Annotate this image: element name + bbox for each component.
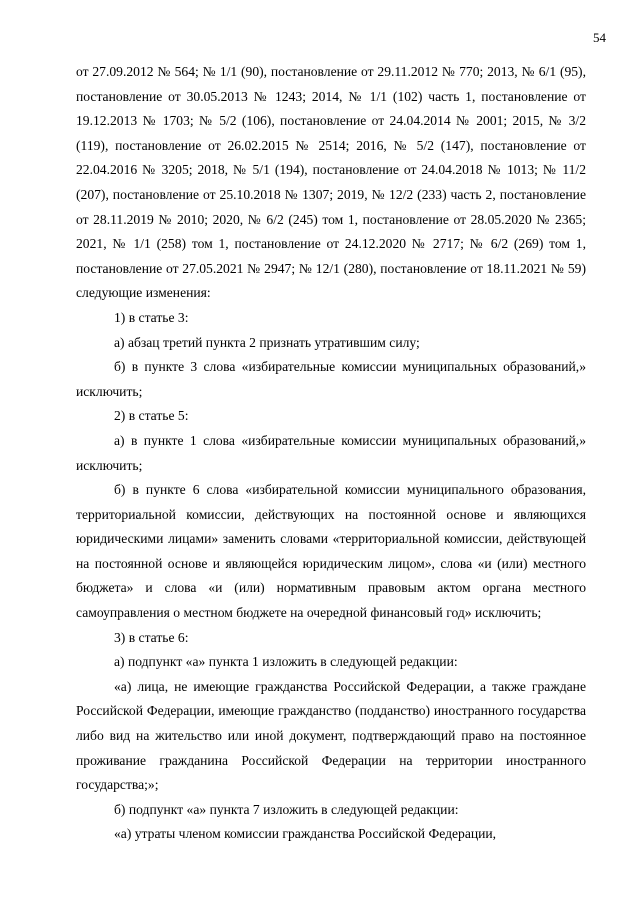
paragraph: 1) в статье 3: — [114, 309, 189, 325]
paragraph: «а) лица, не имеющие гражданства Российской Федерации, а также граждане Российской Федерации, имеющие гражданство (подданство) иностранного государства либо вид на жительство или иной документ, подтверждающий право на постоянное проживание гражданина Российской Федерации на территории иностранного государства;»; — [76, 678, 586, 793]
paragraph: а) абзац третий пункта 2 признать утратившим силу; — [114, 334, 420, 350]
paragraph: 2) в статье 5: — [114, 408, 189, 424]
paragraph: а) в пункте 1 слова «избирательные комиссии муниципальных образований,» исключить; — [76, 432, 586, 473]
paragraph: б) в пункте 6 слова «избирательной комиссии муниципального образования, территориальной комиссии, действующих на постоянной основе и являющихся юридическими лицами» заменить словами «территориальной комиссии, действующей на постоянной основе и являющейся юридическим лицом», слова «и (или) местного бюджета» и слова «и (или) нормативным правовым актом органа местного самоуправления о местном бюджете на очередной финансовый год» исключить; — [76, 482, 586, 621]
document-body — [76, 60, 586, 847]
page-number: 54 — [593, 30, 606, 45]
paragraph: 3) в статье 6: — [114, 629, 189, 645]
paragraph: от 27.09.2012 № 564; № 1/1 (90), постановление от 29.11.2012 № 770; 2013, № 6/1 (95), постановление от 30.05.2013 № 1243; 2014, № 1/1 (102) часть 1, постановление от 19.12.2013 № 1703; № 5/2 (106), постановление от 24.04.2014 № 2001; 2015, № 3/2 (119), постановление от 26.02.2015 № 2514; 2016, № 5/2 (147), постановление от 22.04.2016 № 3205; 2018, № 5/1 (194), постановление от 24.04.2018 № 1013; № 11/2 (207), постановление от 25.10.2018 № 1307; 2019, № 12/2 (233) часть 2, постановление от 28.11.2019 № 2010; 2020, № 6/2 (245) том 1, постановление от 28.05.2020 № 2365; 2021, № 1/1 (258) том 1, постановление от 24.12.2020 № 2717; № 6/2 (269) том 1, постановление от 27.05.2021 № 2947; № 12/1 (280), постановление от 18.11.2021 № 59) следующие изменения: — [76, 64, 586, 301]
paragraph: б) в пункте 3 слова «избирательные комиссии муниципальных образований,» исключить; — [76, 359, 586, 399]
paragraph: б) подпункт «а» пункта 7 изложить в следующей редакции: — [114, 801, 459, 817]
paragraph: «а) утраты членом комиссии гражданства Российской Федерации, — [114, 826, 497, 842]
paragraph: а) подпункт «а» пункта 1 изложить в следующей редакции: — [114, 654, 458, 670]
